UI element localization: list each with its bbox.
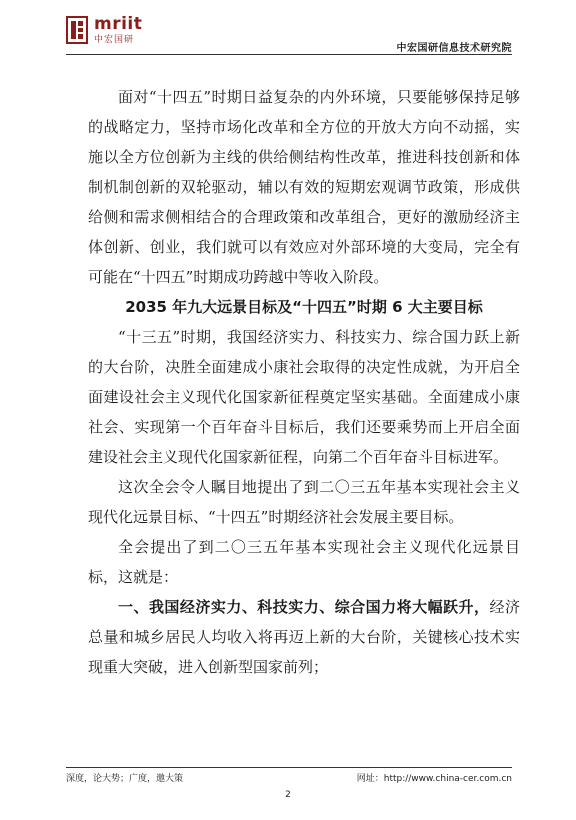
- goal-1-lead: 一、我国经济实力、科技实力、综合国力将大幅跃升，: [118, 598, 490, 616]
- paragraph-5: [88, 592, 520, 682]
- logo: [66, 14, 142, 46]
- section-heading: 2035 年九大远景目标及“十四五”时期 6 大主要目标: [125, 298, 483, 316]
- page-number: 2: [285, 790, 291, 800]
- logo-brand: mriit: [94, 13, 143, 34]
- paragraph-4: 全会提出了到二〇三五年基本实现社会主义现代化远景目标，这就是：: [88, 538, 520, 586]
- paragraph-1: 面对“十四五”时期日益复杂的内外环境，只要能够保持足够的战略定力，坚持市场化改革和全方位的开放大方向不动摇，实施以全方位创新为主线的供给侧结构性改革，推进科技创新和体制机制创新的双轮驱动，辅以有效的短期宏观调节政策，形成供给侧和需求侧相结合的合理政策和改革组合，更好的激励经济主体创新、创业，我们就可以有效应对外部环境的大变局，完全有可能在“十四五”时期成功跨越中等收入阶段。: [88, 88, 520, 286]
- page-header: [0, 0, 576, 58]
- logo-brand-cn: 中宏国研: [94, 34, 135, 45]
- header-title: 中宏国研信息技术研究院: [396, 43, 512, 54]
- mriit-logo-icon: [66, 16, 88, 44]
- footer-website[interactable]: 网址：http://www.china-cer.com.cn: [356, 774, 512, 784]
- header-divider: [66, 54, 512, 55]
- footer-divider: [66, 767, 512, 768]
- document-body: [88, 82, 520, 682]
- paragraph-3: 这次全会令人瞩目地提出了到二〇三五年基本实现社会主义现代化远景目标、“十四五”时期经济社会发展主要目标。: [88, 478, 520, 526]
- footer-slogan: 深度，论大势；广度，邀大策: [66, 774, 184, 784]
- paragraph-2: “十三五”时期，我国经济实力、科技实力、综合国力跃上新的大台阶，决胜全面建成小康社会取得的决定性成就，为开启全面建设社会主义现代化国家新征程奠定坚实基础。全面建成小康社会、实现第一个百年奋斗目标后，我们还要乘势而上开启全面建设社会主义现代化国家新征程，向第二个百年奋斗目标进军。: [88, 328, 520, 466]
- goal-1-text: 经济总量和城乡居民人均收入将再迈上新的大台阶，关键核心技术实现重大突破，进入创新型国家前列；: [88, 598, 520, 676]
